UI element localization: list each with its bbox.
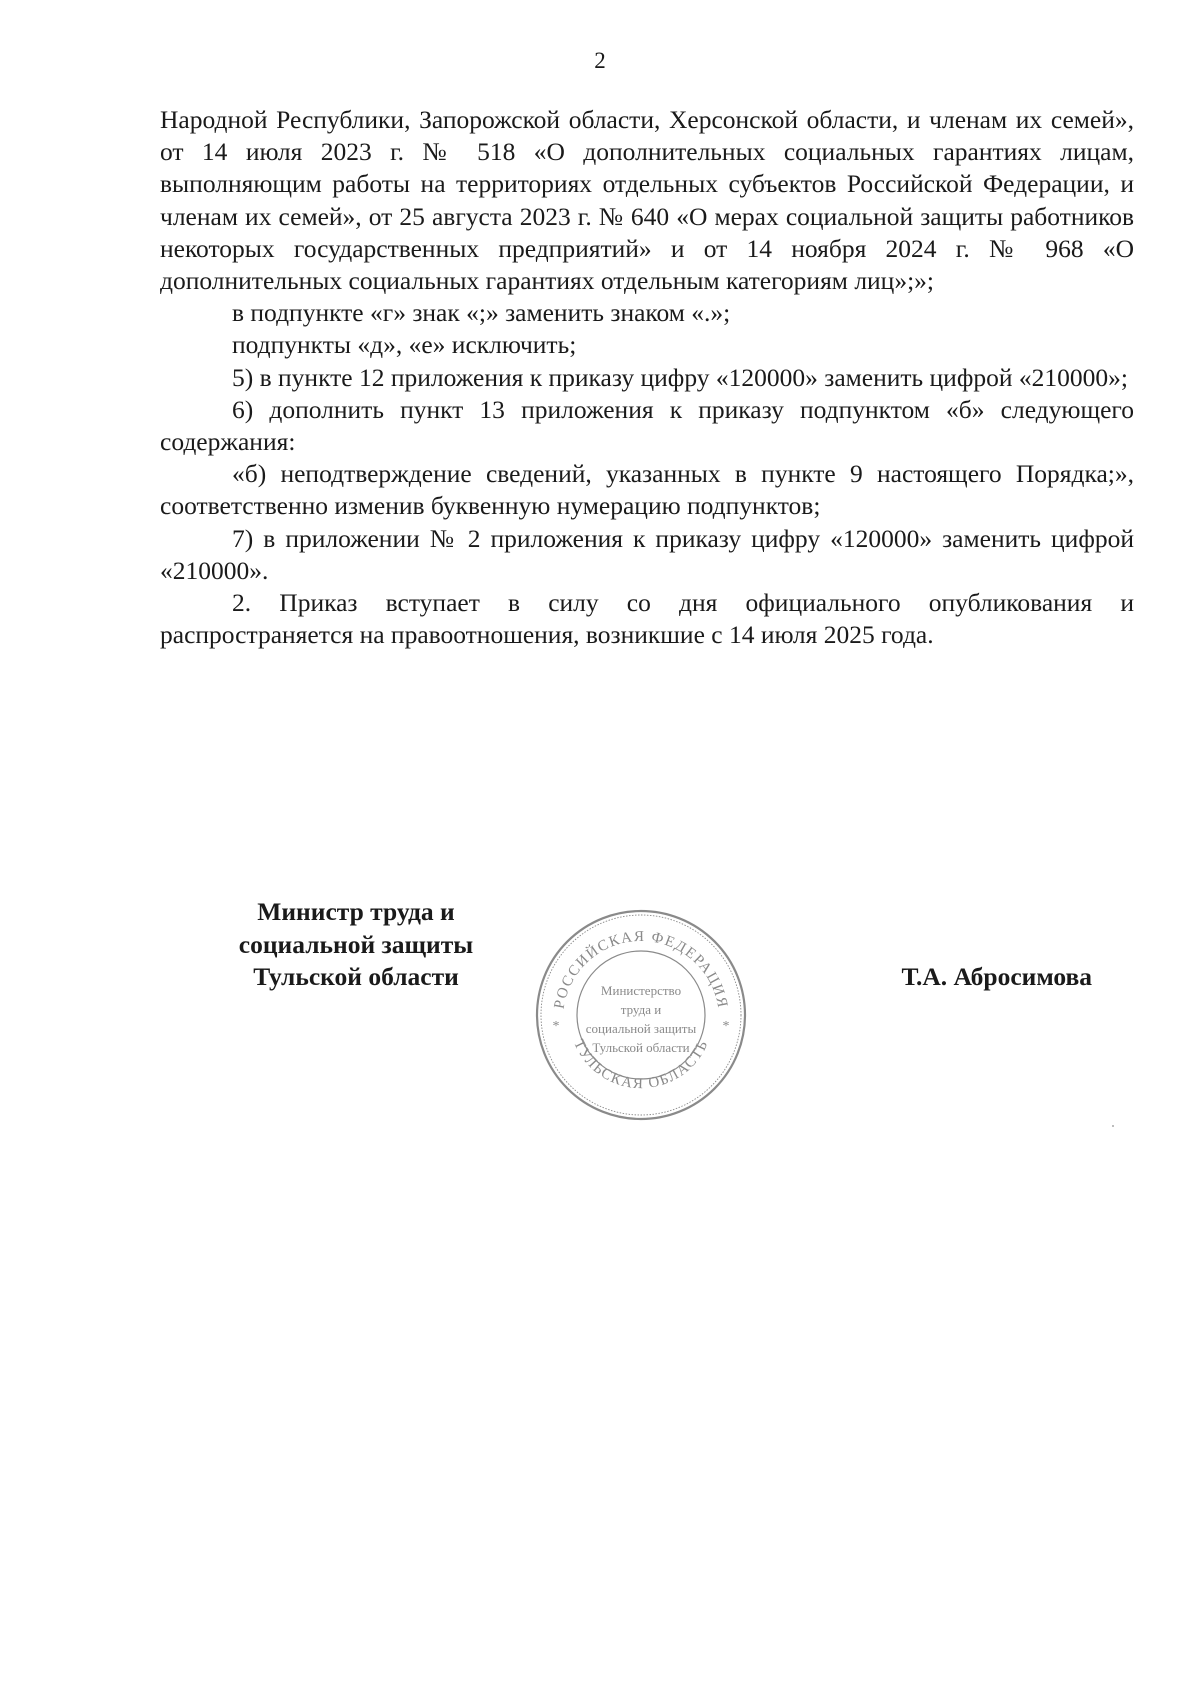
paragraph: 6) дополнить пункт 13 приложения к приказу подпунктом «б» следующего содержания:	[160, 394, 1134, 457]
seal-inner-line: социальной защиты	[585, 1021, 697, 1036]
seal-inner-line: Тульской области	[592, 1040, 690, 1055]
paragraph: 7) в приложении № 2 приложения к приказу цифру «120000» заменить цифрой «210000».	[160, 523, 1134, 585]
official-seal	[533, 907, 749, 1123]
paragraph: 5) в пункте 12 приложения к приказу цифру «120000» заменить цифрой «210000»;	[232, 362, 1128, 392]
page-number: 2	[594, 48, 606, 73]
document-body	[160, 104, 1134, 651]
seal-graphic	[533, 907, 749, 1123]
signatory-position-line: социальной защиты	[238, 929, 474, 959]
signatory-position	[206, 896, 506, 994]
paragraph: «б) неподтверждение сведений, указанных в пункте 9 настоящего Порядка;», соответственно изменив буквенную нумерацию подпунктов;	[160, 459, 1134, 521]
seal-star-icon: *	[552, 1019, 560, 1034]
signatory-position-line: Министр труда и	[257, 897, 455, 926]
seal-star-icon: *	[722, 1019, 730, 1034]
paragraph: подпункты «д», «е» исключить;	[232, 330, 577, 360]
seal-inner-line: Министерство	[600, 983, 682, 998]
seal-outer-bottom-text: ТУЛЬСКАЯ ОБЛАСТЬ	[570, 1037, 712, 1093]
paragraph: Народной Республики, Запорожской области, Херсонской области, и членам их семей», от 14 июля 2023 г. № 518 «О дополнительных социальных гарантиях лицам, выполняющим работы на территориях отдельных субъектов Российской Федерации, и членам их семей», от 25 августа 2023 г. № 640 «О мерах социальной защиты работников некоторых государственных предприятий» и от 14 ноября 2024 г. № 968 «О дополнительных социальных гарантиях отдельным категориям лиц»;»;	[160, 105, 1134, 296]
seal-inner-line: труда и	[620, 1002, 662, 1017]
signatory-position-line: Тульской области	[253, 962, 459, 991]
seal-outer-top-text: РОССИЙСКАЯ ФЕДЕРАЦИЯ	[551, 928, 731, 1011]
paragraph: 2. Приказ вступает в силу со дня официального опубликования и распространяется на правоотношения, возникшие с 14 июля 2025 года.	[160, 588, 1134, 650]
scan-speck	[1112, 1125, 1114, 1127]
signatory-name: Т.А. Абросимова	[901, 962, 1092, 991]
paragraph: в подпункте «г» знак «;» заменить знаком «.»;	[232, 298, 731, 328]
